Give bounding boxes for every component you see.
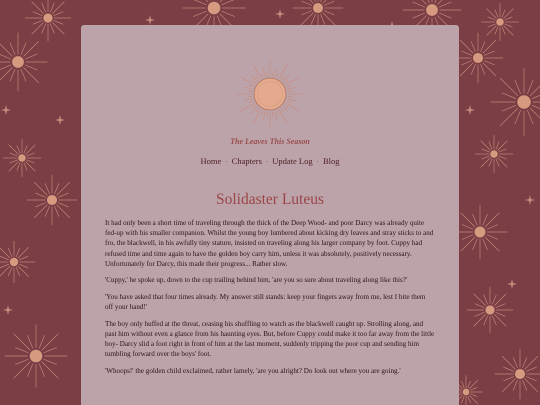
star-burst-icon xyxy=(490,68,540,135)
star-burst-icon xyxy=(481,3,519,41)
star-burst-icon xyxy=(0,33,47,92)
chapter-title: Solidaster Luteus xyxy=(215,191,325,208)
sparkle-icon xyxy=(1,105,11,115)
star-burst-icon xyxy=(453,205,508,260)
story-paragraph: 'Whoops!' the golden child exclaimed, rather lamely, 'are you alright? Do look out where you are going.' xyxy=(105,367,401,375)
sparkle-icon xyxy=(525,195,535,205)
star-burst-icon xyxy=(475,135,513,173)
star-burst-icon xyxy=(3,139,41,177)
sparkle-icon xyxy=(3,305,13,315)
nav-blog-link[interactable]: Blog xyxy=(322,156,340,166)
story-paragraph: 'You have asked that four times already. My answer still stands: keep your fingers away from me, lest I bite them off your hand!' xyxy=(105,293,426,312)
site-title[interactable]: The Leaves This Season xyxy=(230,137,310,146)
star-burst-icon xyxy=(25,0,71,41)
nav-separator: · xyxy=(265,158,269,166)
nav-separator: · xyxy=(316,158,319,166)
story-text xyxy=(105,218,435,383)
content-panel xyxy=(81,25,459,405)
star-burst-icon xyxy=(0,241,35,283)
star-burst-icon xyxy=(5,325,68,388)
story-paragraph: The boy only huffed at the threat, ceasing his shuffling to watch as the blackwell caught up. Strolling along, and past him without even a glance from his haunting eyes. But, before Cuppy could make it too far away from the little boy- Darcy slid a foot right in front of him at the last moment, suddenly tripping the poor cup and sending him tumbling forward over the boys' foot. xyxy=(105,319,435,359)
star-burst-icon xyxy=(453,33,503,83)
nav-chapters-link[interactable]: Chapters xyxy=(231,156,262,166)
star-burst-icon xyxy=(495,349,540,399)
nav-separator: · xyxy=(225,158,228,166)
sun-logo-icon xyxy=(81,25,459,135)
story-paragraph: 'Cuppy,' he spoke up, down to the cup trailing behind him, 'are you so sure about traveling along like this?' xyxy=(105,276,408,285)
nav-home-link[interactable]: Home xyxy=(200,156,222,166)
story-paragraph: It had only been a short time of traveling through the thick of the Deep Wood- and poor Darcy was already quite fed-up with his smaller companion. Whilst the young boy lumbered about kicking dry leaves and stray sticks to and fro, the blackwell, in his awfully tiny stature, insisted on traveling along his larger company by foot. Cuppy had refused time and time again to have the golden boy carry him, unless it was absolutely, positively necessary. Unfortunately for Darcy, this made their progress... Rather slow. xyxy=(105,219,434,268)
sparkle-icon xyxy=(507,279,517,289)
star-burst-icon xyxy=(467,287,513,333)
star-burst-icon xyxy=(27,175,77,225)
main-nav xyxy=(81,156,459,166)
sparkle-icon xyxy=(275,9,285,19)
sparkle-icon xyxy=(465,105,475,115)
sparkle-icon xyxy=(55,115,65,125)
nav-update-log-link[interactable]: Update Log xyxy=(272,156,313,166)
sparkle-icon xyxy=(145,15,155,25)
